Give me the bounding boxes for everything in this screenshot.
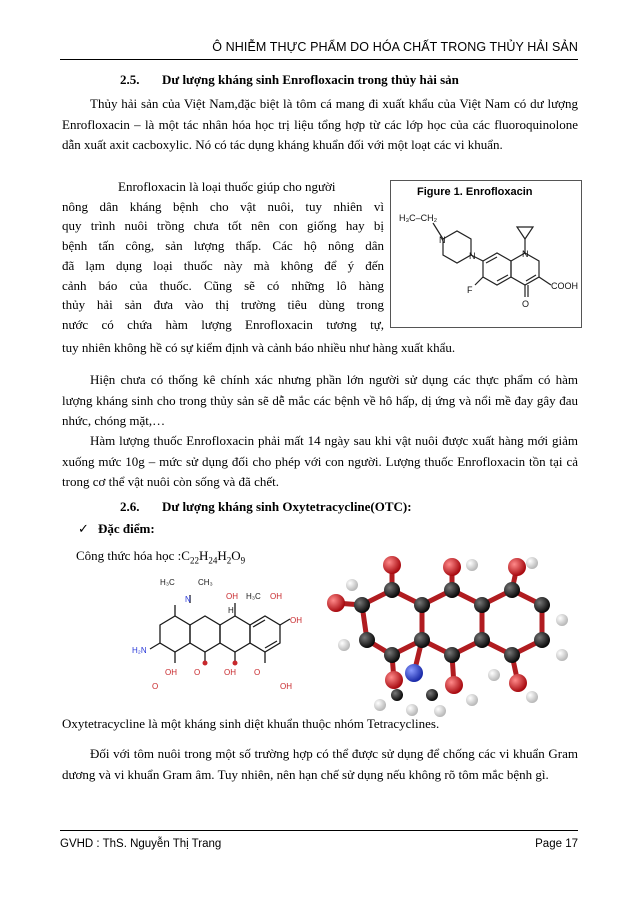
paragraph-otc-usage: Đối với tôm nuôi trong một số trường hợp có thể được sử dụng để chống các vi khuẩn Gram dương và vi khuẩn Gram âm. Tuy nhiên, nên hạn chế sử dụng nếu không rõ tôm mắc bệnh gì. <box>62 746 578 782</box>
amine-label: H₂N <box>132 646 147 655</box>
oxytetracycline-3d-model <box>322 545 580 725</box>
text-line: Enrofloxacin là loại thuốc giúp cho người <box>118 179 336 194</box>
formula-symbol: C <box>181 548 190 563</box>
oxytetracycline-2d-svg <box>130 565 330 695</box>
oxytetracycline-2d-structure <box>130 565 330 695</box>
formula-symbol: H <box>198 548 209 563</box>
fluorine-label: F <box>467 285 473 295</box>
formula-subscript: 22 <box>189 555 199 566</box>
formula-subscript: 2 <box>226 555 232 566</box>
hydroxyl-label: OH <box>165 668 177 677</box>
formula-subscript: 9 <box>240 555 246 566</box>
paragraph-withdrawal-period: Hàm lượng thuốc Enrofloxacin phải mất 14 ngày sau khi vật nuôi được xuất hàng mới giảm xuống mức 10g – mức sử dụng đối cho phép với con người. Lượng thuốc Enrofloxacin tồn tại cả trong cơ thể vật nuôi còn sống và đã chết. <box>62 433 578 490</box>
paragraph-otc-definition: Oxytetracycline là một kháng sinh diệt khuẩn thuộc nhóm Tetracyclines. <box>62 716 440 731</box>
section-number: 2.6. <box>120 499 140 514</box>
text-line: quy trình nuôi trồng chưa tốt nên con giống hay bị <box>62 218 384 234</box>
paragraph-enrofloxacin-intro: Thủy hải sản của Việt Nam,đặc biệt là tôm cá mang đi xuất khẩu của Việt Nam có dư lượng Enrofloxacin – là một tác nhân hóa học trị liệu tổng hợp từ các lớp học của các fluoroquinolone dẫn xuất axit cacboxylic. Nó có tác dụng kháng khuẩn đối với một loạt các vi khuẩn. <box>62 96 578 153</box>
hydroxyl-label: OH <box>290 616 302 625</box>
oxygen-label: O <box>522 299 530 309</box>
text-line: nước có chứa hàm lượng Enrofloxacin tương tự, <box>62 316 384 332</box>
text-line: cảnh báo của thuốc. Cũng sẽ có những lô hàng <box>62 277 384 293</box>
nitrogen-label: N <box>469 251 476 261</box>
methyl-label: CH₃ <box>198 578 213 587</box>
cooh-label: COOH <box>551 281 578 291</box>
text-line: tuy nhiên không hề có sự kiểm định và cảnh báo nhiều như hàng xuất khẩu. <box>62 340 456 355</box>
oxygen-label: O <box>152 682 159 691</box>
hydrogen-label: H <box>228 606 234 615</box>
paragraph-health-effects: Hiện chưa có thống kê chính xác nhưng phần lớn người sử dụng các thực phẩm có hàm lượng kháng sinh cho trong thủy sản sẽ dễ mắc các bệnh về hô hấp, dị ứng và nổi mề đay gây đau nhức, chóng mặt,… <box>62 372 578 429</box>
hydroxyl-label: OH <box>224 668 236 677</box>
formula-symbol: H <box>217 548 227 563</box>
nitrogen-label: N <box>439 235 446 245</box>
methyl-label: H₃C <box>246 592 261 601</box>
section-2-6-heading <box>120 497 580 518</box>
enrofloxacin-structure-figure <box>390 180 582 328</box>
oxygen-label: O <box>254 668 261 677</box>
text-line: nông dân kháng bệnh cho vật nuôi, tuy nhiên vì <box>62 198 384 214</box>
hydroxyl-label: OH <box>226 592 238 601</box>
paragraph-enrofloxacin-use <box>62 177 384 335</box>
ethyl-label: H₃C–CH₂ <box>399 213 438 223</box>
instructor-name: GVHD : ThS. Nguyễn Thị Trang <box>60 838 222 850</box>
nitrogen-label: N <box>185 595 191 604</box>
page-number: Page 17 <box>535 838 578 850</box>
subheading-text: Đặc điểm: <box>98 521 155 536</box>
formula-subscript: 24 <box>208 555 218 566</box>
page-footer <box>60 838 578 850</box>
oxytetracycline-3d-svg <box>322 545 580 725</box>
text-line: thủy hải sản đưa vào thị trường tiêu dùng trong <box>62 297 384 313</box>
figure-caption: Figure 1. Enrofloxacin <box>417 186 533 198</box>
header-rule <box>60 59 578 60</box>
page-header: Ô NHIỄM THỰC PHẨM DO HÓA CHẤT TRONG THỦY HẢI SẢN <box>212 40 578 54</box>
nitrogen-label: N <box>522 249 529 259</box>
footer-rule <box>60 830 578 831</box>
methyl-label: H₃C <box>160 578 175 587</box>
enrofloxacin-structure <box>391 181 581 327</box>
section-title: Dư lượng kháng sinh Enrofloxacin trong thủy hải sản <box>162 72 459 87</box>
hydroxyl-label: OH <box>270 592 282 601</box>
section-title: Dư lượng kháng sinh Oxytetracycline(OTC): <box>162 499 412 514</box>
formula-symbol: O <box>231 548 241 563</box>
oxygen-label: O <box>194 668 201 677</box>
characteristics-subheading <box>78 519 594 541</box>
formula-label: Công thức hóa học : <box>76 548 182 563</box>
section-2-5-heading <box>120 70 580 91</box>
section-number: 2.5. <box>120 72 140 87</box>
text-line: đã lạm dụng loại thuốc này mà không để ý đến <box>62 257 384 273</box>
hydroxyl-label: OH <box>280 682 292 691</box>
check-icon: ✓ <box>78 522 89 537</box>
text-line: bệnh tấn công, sản lượng thấp. Các hộ nông dân <box>62 238 384 254</box>
